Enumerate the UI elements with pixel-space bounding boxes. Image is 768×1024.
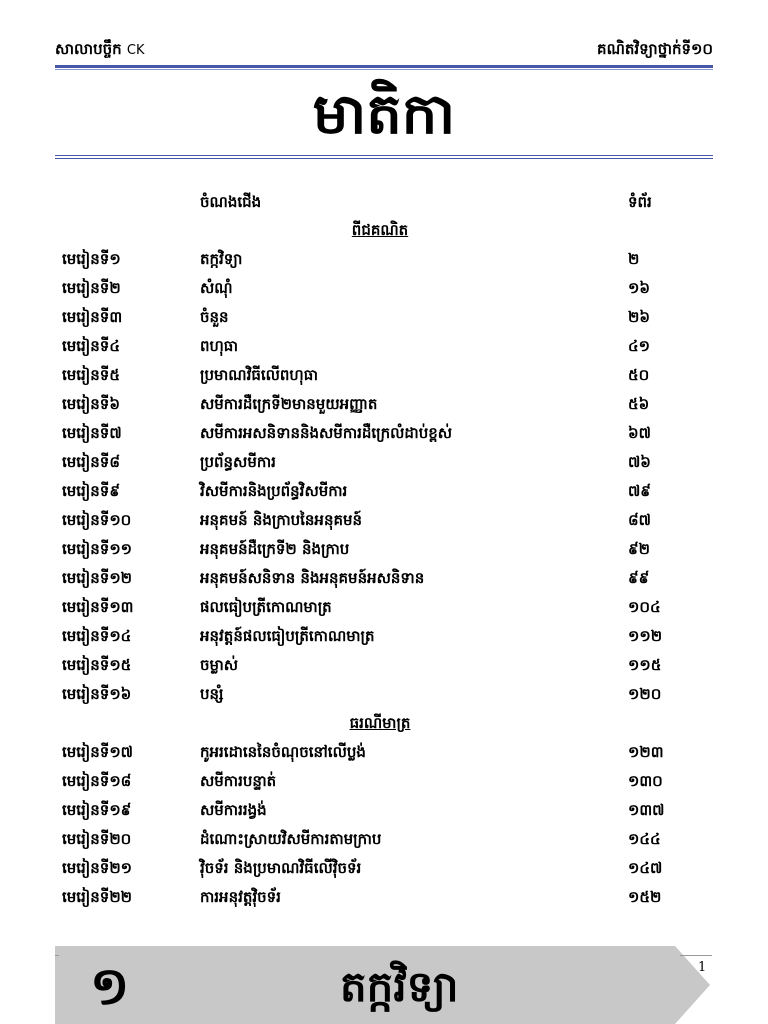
chapter-number: ១ [90,957,130,1017]
section-heading-label: ពីជគណិត [351,221,409,239]
toc-row [0,245,768,274]
page-label: ១៤៤ [628,830,661,848]
page-label: ៩៩ [628,569,650,587]
toc-row [0,361,768,390]
toc-row [0,651,768,680]
page-label: ៤១ [628,337,650,355]
lesson-label: មេរៀនទី១១ [62,540,133,558]
header-rule-thin [55,69,713,70]
page-label: ៧៩ [628,482,651,500]
header-left [55,40,145,62]
title-rule-second [55,158,713,159]
page-label: ៩២ [628,540,650,558]
toc-row [0,390,768,419]
topic-label: ចំនួន [200,308,229,326]
page-label: ១៣៧ [628,801,665,819]
toc-row [0,796,768,825]
section-heading [0,709,768,738]
section-heading [0,216,768,245]
toc-row [0,564,768,593]
section-heading-label: ធរណីមាត្រ [349,714,411,732]
title-rule [55,155,713,156]
column-header-page: ទំព័រ [628,193,652,211]
toc-row [0,506,768,535]
table-of-contents [0,188,768,912]
topic-label: សមីការអសនិទាននិងសមីការដឺក្រេលំដាប់ខ្ពស់ [200,424,453,442]
page-label: ១២០ [628,685,662,703]
lesson-label: មេរៀនទី២១ [62,859,133,877]
toc-row [0,854,768,883]
page-label: ៧៦ [628,453,651,471]
toc-row [0,419,768,448]
topic-label: វិសមីការនិងប្រព័ន្ធវិសមីការ [200,482,348,500]
toc-row [0,622,768,651]
lesson-label: មេរៀនទី១០ [62,511,132,529]
page-number: 1 [698,960,707,975]
lesson-label: មេរៀនទី១៤ [62,627,132,645]
page-label: ៥០ [628,366,650,384]
lesson-label: មេរៀនទី៣ [62,308,123,326]
page-label: ២ [628,250,640,268]
footer-rule-right [680,955,712,956]
toc-row [0,767,768,796]
page-label: ១៥២ [628,888,662,906]
page-label: ៥៦ [628,395,650,413]
topic-label: ផលធៀបត្រីកោណមាត្រ [200,598,332,616]
toc-row [0,825,768,854]
toc-row [0,274,768,303]
toc-row [0,332,768,361]
toc-body [0,216,768,912]
toc-row [0,883,768,912]
topic-label: ចម្លាស់ [200,656,239,674]
page-label: ១៦ [628,279,650,297]
lesson-label: មេរៀនទី១ [62,250,121,268]
chapter-title: តក្កវិទ្យា [340,962,459,1011]
footer-rule-left [55,955,59,956]
lesson-label: មេរៀនទី៦ [62,395,120,413]
toc-row [0,477,768,506]
topic-label: ការអនុវត្តវ៉ិចទ័រ [200,888,281,906]
topic-label: វ៉ិចទ័រ និងប្រមាណវិធីលើវ៉ិចទ័រ [200,859,362,877]
topic-label: កូអរដោនេនៃចំណុចនៅលើប្លង់ [200,743,366,761]
lesson-label: មេរៀនទី២០ [62,830,132,848]
topic-label: សំណុំ [200,279,233,297]
page-label: ១០៤ [628,598,661,616]
toc-row [0,535,768,564]
page-label: ១១៥ [628,656,662,674]
lesson-label: មេរៀនទី១៩ [62,801,132,819]
lesson-label: មេរៀនទី៥ [62,366,120,384]
topic-label: ប្រព័ន្ធសមីការ [200,453,276,471]
lesson-label: មេរៀនទី៤ [62,337,120,355]
page-label: ១២៣ [628,743,664,761]
topic-label: អនុគមន៍ដឺក្រេទី២ និងក្រាប [200,540,350,558]
page-label: ១៣០ [628,772,663,790]
page-label: ១១២ [628,627,663,645]
topic-label: តក្កវិទ្យា [200,250,243,268]
topic-label: អនុវត្តន៍ផលធៀបត្រីកោណមាត្រ [200,627,375,645]
page-label: ១៤៧ [628,859,663,877]
topic-label: អនុគមន៍ និងក្រាបនៃអនុគមន៍ [200,511,363,529]
topic-label: សមីការរង្វង់ [200,801,267,819]
toc-header-row [0,188,768,216]
lesson-label: មេរៀនទី១៣ [62,598,134,616]
toc-row [0,593,768,622]
lesson-label: មេរៀនទី២២ [62,888,133,906]
lesson-label: មេរៀនទី១៨ [62,772,132,790]
topic-label: ពហុធា [200,337,239,355]
lesson-label: មេរៀនទី២ [62,279,121,297]
page-label: ៨៧ [628,511,651,529]
topic-label: ប្រមាណវិធីលើពហុធា [200,366,318,384]
page-label: ៦៧ [628,424,651,442]
lesson-label: មេរៀនទី៧ [62,424,122,442]
topic-label: សមីការបន្ទាត់ [200,772,277,790]
lesson-label: មេរៀនទី១៥ [62,656,132,674]
toc-row [0,680,768,709]
topic-label: សមីការដឺក្រេទី២មានមួយអញ្ញាត [200,395,378,413]
topic-label: បន្សំ [200,685,224,703]
toc-row [0,738,768,767]
lesson-label: មេរៀនទី១២ [62,569,133,587]
topic-label: ដំណោះស្រាយវិសមីការតាមក្រាប [200,830,382,848]
lesson-label: មេរៀនទី១៦ [62,685,132,703]
page-title: មាតិកា [312,82,456,147]
topic-label: អនុគមន៍សនិទាន និងអនុគមន៍អសនិទាន [200,569,425,587]
header-rule [55,65,713,68]
page-label: ២៦ [628,308,650,326]
lesson-label: មេរៀនទី៩ [62,482,120,500]
toc-row [0,303,768,332]
school-name: សាលាបច្ចឹក [55,40,122,58]
school-suffix: CK [126,43,145,58]
lesson-label: មេរៀនទី៨ [62,453,120,471]
book-title: គណិតវិទ្យាថ្នាក់ទី១០ [597,40,713,58]
column-header-topic: ចំណងជើង [200,193,262,211]
toc-row [0,448,768,477]
lesson-label: មេរៀនទី១៧ [62,743,133,761]
